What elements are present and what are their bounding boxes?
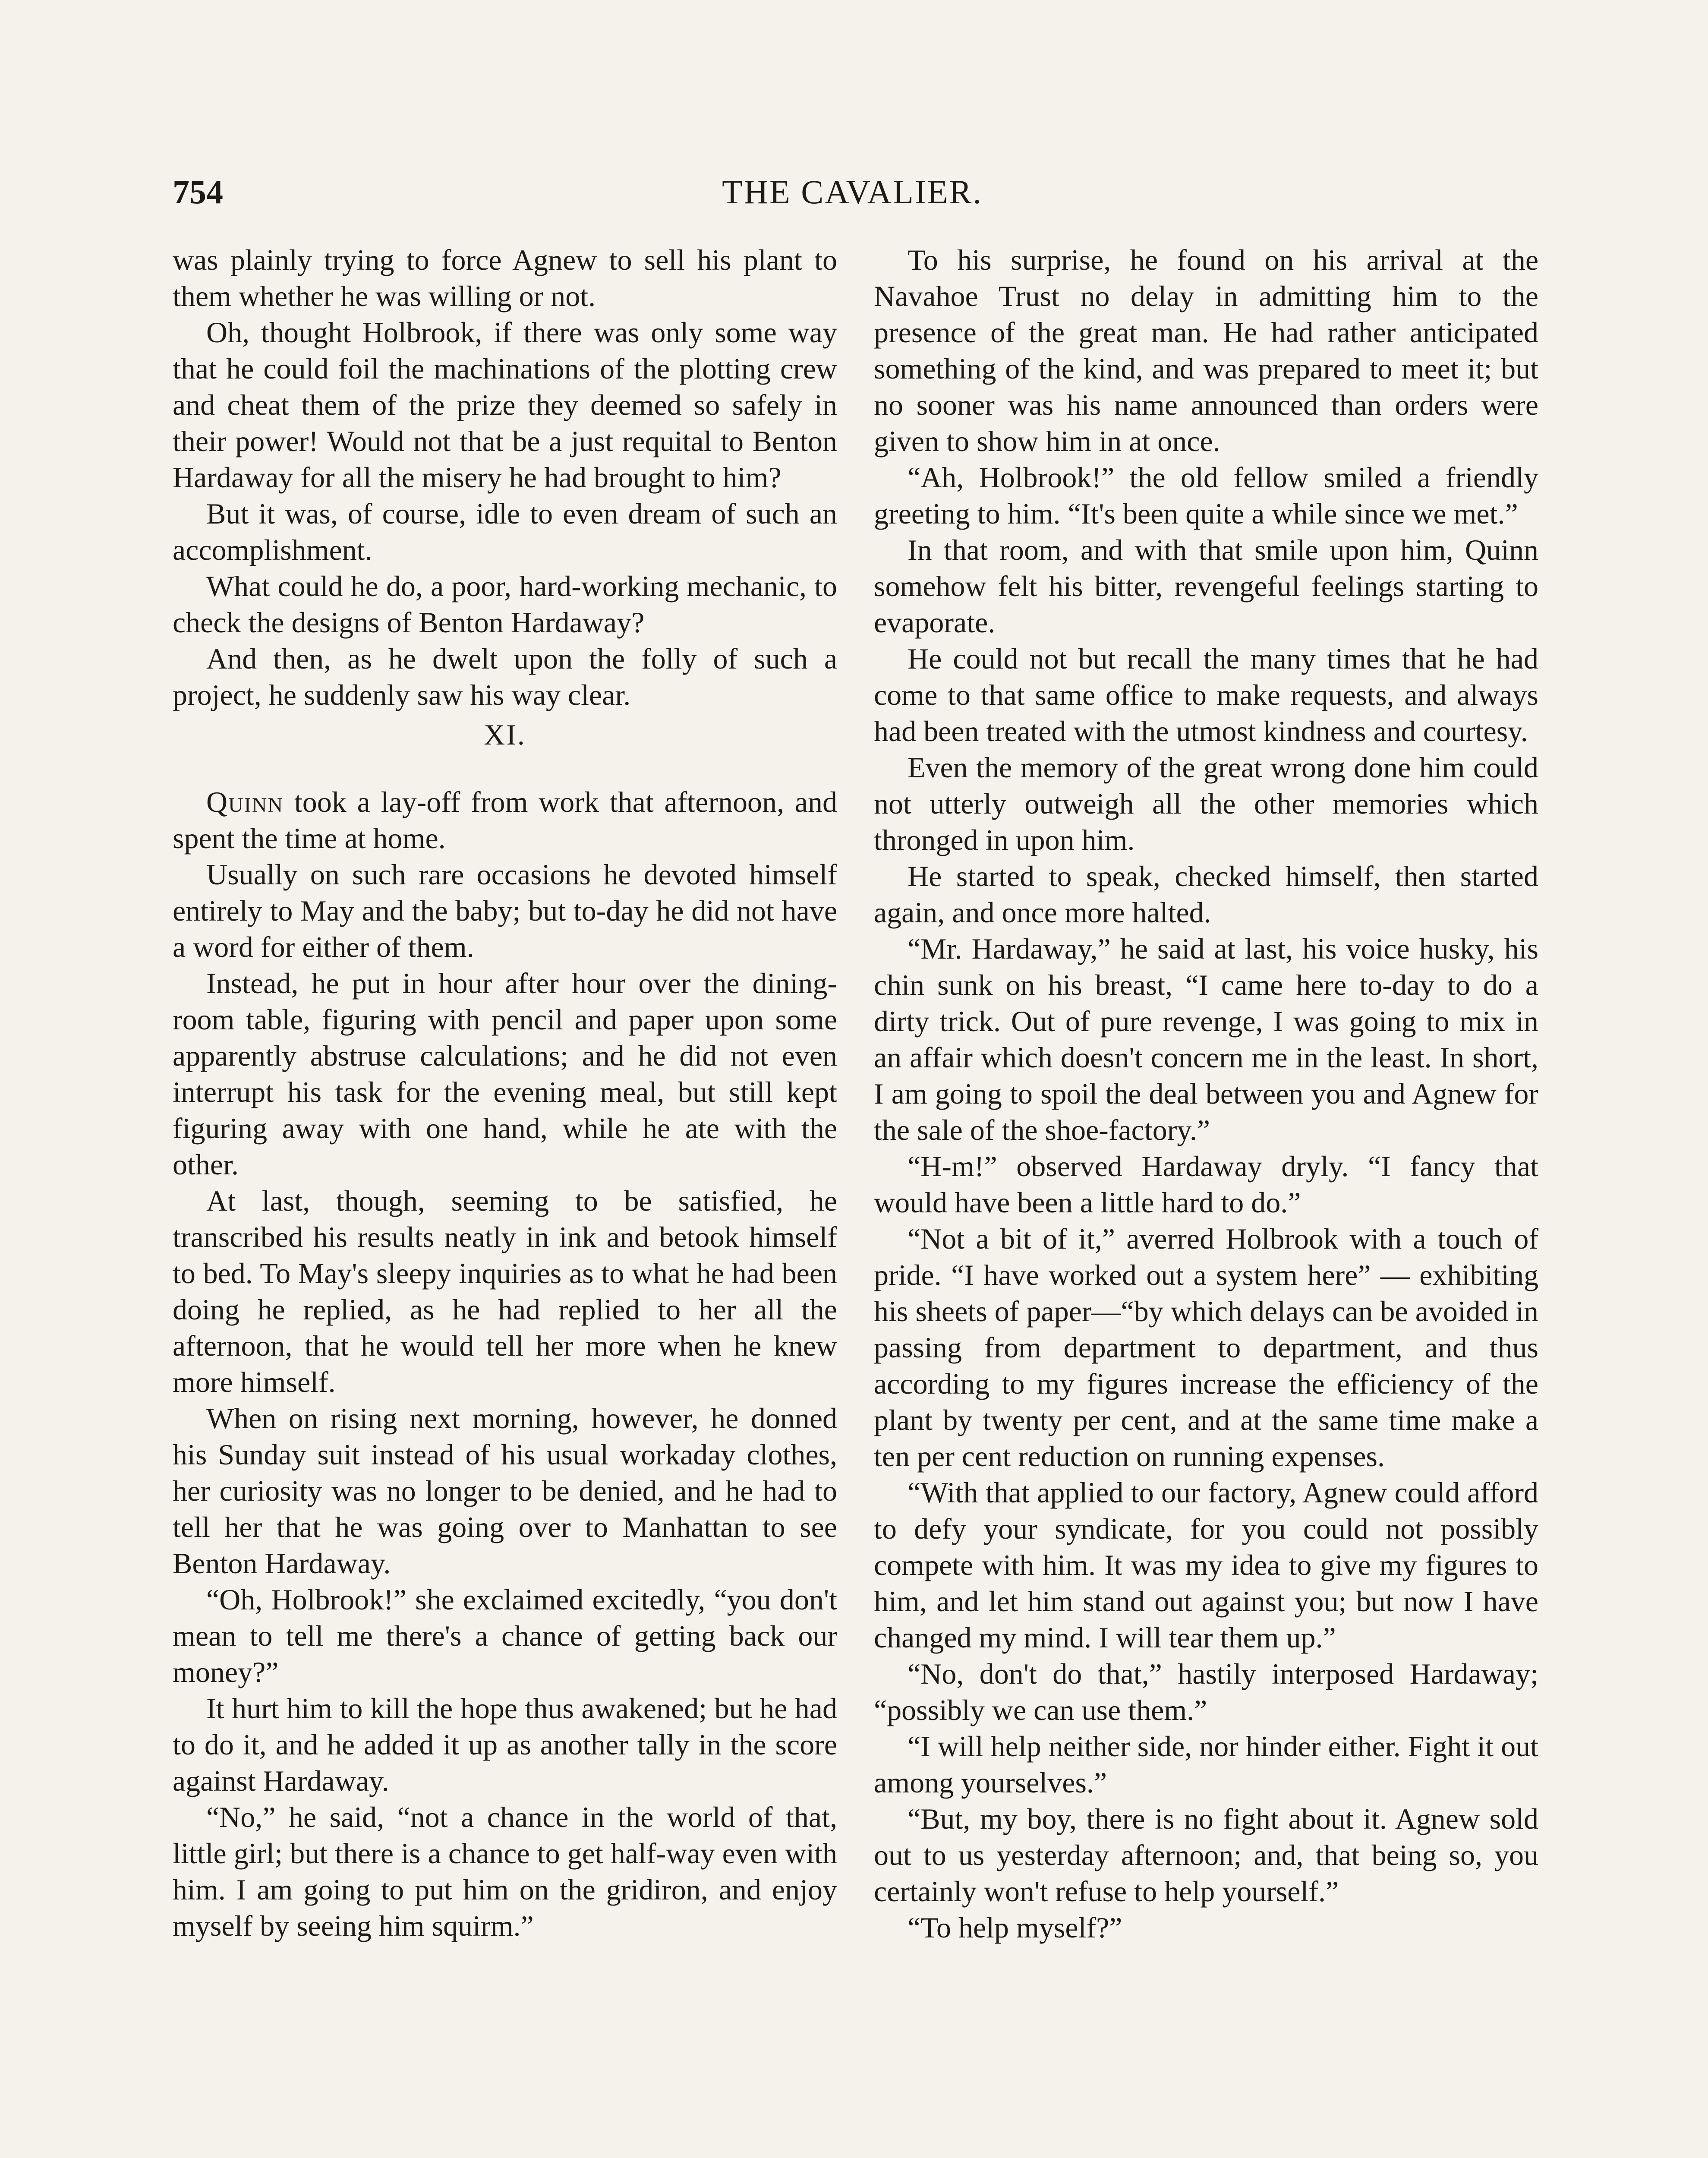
section-lead-word: Quinn [206, 786, 284, 818]
section-opening-text: took a lay-off from work that afternoon, and spent the time at home. [173, 786, 837, 855]
section-heading: XI. [484, 718, 526, 751]
paragraph: “Oh, Holbrook!” she exclaimed excitedly, “you don't mean to tell me there's a chance of getting back our money?” [173, 1583, 837, 1688]
paragraph-section-opening [173, 784, 837, 856]
page-number: 754 [173, 173, 223, 211]
paragraph: “I will help neither side, nor hinder either. Fight it out among yourselves.” [874, 1730, 1538, 1799]
page-header [173, 166, 1532, 218]
paragraph: In that room, and with that smile upon him, Quinn somehow felt his bitter, revengeful feelings starting to evaporate. [874, 533, 1538, 639]
paragraph: At last, though, seeming to be satisfied, he transcribed his results neatly in ink and betook himself to bed. To May's sleepy inquiries as to what he had been doing he replied, as he had replied to her all the afternoon, that he would tell her more when he knew more himself. [173, 1184, 837, 1398]
paragraph: “But, my boy, there is no fight about it. Agnew sold out to us yesterday afternoon; and, that being so, you certainly won't refuse to help yourself.” [874, 1802, 1538, 1908]
paragraph: “H-m!” observed Hardaway dryly. “I fancy that would have been a little hard to do.” [874, 1150, 1538, 1219]
paragraph: “No,” he said, “not a chance in the world of that, little girl; but there is a chance to get half-way even with him. I am going to put him on the gridiron, and enjoy myself by seeing him squirm.” [173, 1801, 837, 1942]
paragraph: He started to speak, checked himself, then started again, and once more halted. [874, 860, 1538, 929]
paragraph: Even the memory of the great wrong done him could not utterly outweigh all the other memories which thronged in upon him. [874, 751, 1538, 856]
paragraph: And then, as he dwelt upon the folly of such a project, he suddenly saw his way clear. [173, 642, 837, 711]
paragraph: Oh, thought Holbrook, if there was only some way that he could foil the machinations of the plotting crew and cheat them of the prize they deemed so safely in their power! Would not that be a just requital to Benton Hardaway for all the misery he had brought to him? [173, 316, 837, 494]
running-title: THE CAVALIER. [722, 173, 983, 211]
paragraph: “To help myself?” [908, 1911, 1122, 1944]
paragraph: “Not a bit of it,” averred Holbrook with a touch of pride. “I have worked out a system here” — exhibiting his sheets of paper—“by which delays can be avoided in passing from department to department, and thus according to my figures increase the efficiency of the plant by twenty per cent, and at the same time make a ten per cent reduction on running expenses. [874, 1222, 1538, 1473]
paragraph: When on rising next morning, however, he donned his Sunday suit instead of his usual workaday clothes, her curiosity was no longer to be denied, and he had to tell her that he was going over to Manhattan to see Benton Hardaway. [173, 1402, 837, 1580]
paragraph: Instead, he put in hour after hour over the dining-room table, figuring with pencil and paper upon some apparently abstruse calculations; and he did not even interrupt his task for the evening meal, but still kept figuring away with one hand, while he ate with the other. [173, 967, 837, 1181]
paragraph: It hurt him to kill the hope thus awakened; but he had to do it, and he added it up as another tally in the score against Hardaway. [173, 1692, 837, 1797]
right-column [874, 242, 1538, 1946]
paragraph: “Mr. Hardaway,” he said at last, his voice husky, his chin sunk on his breast, “I came here to-day to do a dirty trick. Out of pure revenge, I was going to mix in an affair which doesn't concern me in the least. In short, I am going to spoil the deal between you and Agnew for the sale of the shoe-factory.” [874, 932, 1538, 1146]
paragraph: “No, don't do that,” hastily interposed Hardaway; “possibly we can use them.” [874, 1657, 1538, 1726]
paragraph: was plainly trying to force Agnew to sell his plant to them whether he was willing or not. [173, 243, 837, 312]
paragraph: What could he do, a poor, hard-working mechanic, to check the designs of Benton Hardaway? [173, 570, 837, 639]
paragraph: “Ah, Holbrook!” the old fellow smiled a friendly greeting to him. “It's been quite a while since we met.” [874, 461, 1538, 530]
paragraph: But it was, of course, idle to even dream of such an accomplishment. [173, 497, 837, 566]
paragraph: Usually on such rare occasions he devoted himself entirely to May and the baby; but to-day he did not have a word for either of them. [173, 858, 837, 963]
left-column [173, 242, 837, 1944]
paragraph: “With that applied to our factory, Agnew could afford to defy your syndicate, for you could not possibly compete with him. It was my idea to give my figures to him, and let him stand out against you; but now I have changed my mind. I will tear them up.” [874, 1476, 1538, 1654]
paragraph: He could not but recall the many times that he had come to that same office to make requests, and always had been treated with the utmost kindness and courtesy. [874, 642, 1538, 748]
paragraph: To his surprise, he found on his arrival at the Navahoe Trust no delay in admitting him to the presence of the great man. He had rather anticipated something of the kind, and was prepared to meet it; but no sooner was his name announced than orders were given to show him in at once. [874, 243, 1538, 457]
